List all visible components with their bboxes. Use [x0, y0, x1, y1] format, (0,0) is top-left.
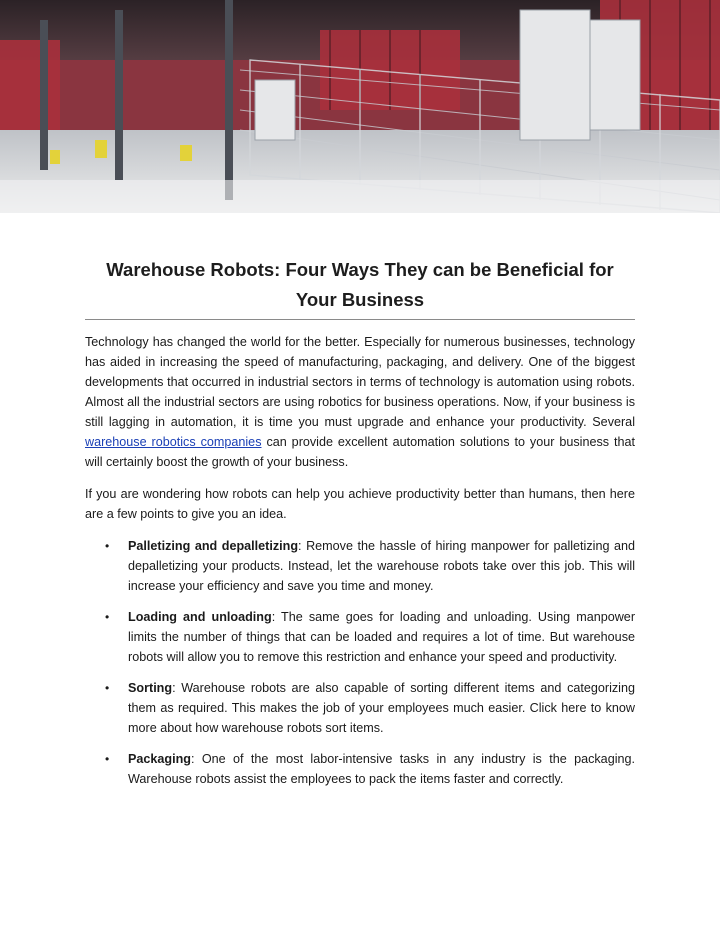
intro-text-after-link: can provide excellent automation solutions to your business that will certainly boost the growth of your business.	[85, 435, 635, 469]
list-item-loading	[85, 607, 635, 667]
list-item-term: Packaging	[128, 752, 191, 766]
list-item-packaging	[85, 749, 635, 789]
article-title: Warehouse Robots: Four Ways They can be Beneficial for Your Business	[106, 259, 614, 310]
intro-text-before-link: Technology has changed the world for the better. Especially for numerous businesses, technology has aided in increasing the speed of manufacturing, packaging, and delivery. One of the biggest developments that occurred in industrial sectors in terms of technology is automation using robots. Almost all the industrial sectors are using robotics for business operations. Now, if your business is still lagging in automation, it is time you must upgrade and enhance your productivity. Several	[85, 335, 635, 429]
bullet-icon: •	[105, 752, 110, 766]
list-item-text: : The same goes for loading and unloading. Using manpower limits the number of things that can be loaded and requires a lot of time. But warehouse robots will allow you to remove this restriction and enhance your speed and productivity.	[128, 610, 636, 664]
bullet-icon: •	[105, 610, 110, 624]
warehouse-robotics-companies-link[interactable]: warehouse robotics companies	[85, 435, 262, 449]
list-item-term: Palletizing and depalletizing	[128, 539, 299, 553]
lead-in-paragraph: If you are wondering how robots can help you achieve productivity better than humans, then here are a few points to give you an idea.	[85, 487, 635, 521]
warehouse-photo	[0, 0, 720, 213]
header-image	[0, 0, 720, 213]
benefits-list	[85, 536, 635, 789]
bullet-icon: •	[105, 539, 110, 553]
list-item-text: : Remove the hassle of hiring manpower for palletizing and depalletizing your products. Instead, let the warehouse robots take over this job. This will increase your efficiency and save you time and money.	[128, 539, 636, 593]
bullet-icon: •	[105, 681, 110, 695]
intro-paragraph	[85, 332, 635, 472]
title-underline	[85, 319, 635, 320]
list-item-palletizing	[85, 536, 635, 596]
list-item-sorting	[85, 678, 635, 738]
article	[85, 213, 635, 789]
list-item-text: : One of the most labor-intensive tasks in any industry is the packaging. Warehouse robots assist the employees to pack the items faster and correctly.	[128, 752, 635, 786]
list-item-term: Loading and unloading	[128, 610, 272, 624]
list-item-term: Sorting	[128, 681, 173, 695]
list-item-text: : Warehouse robots are also capable of sorting different items and categorizing them as required. This makes the job of your employees much easier. Click here to know more about how warehouse robots sort items.	[128, 681, 635, 735]
